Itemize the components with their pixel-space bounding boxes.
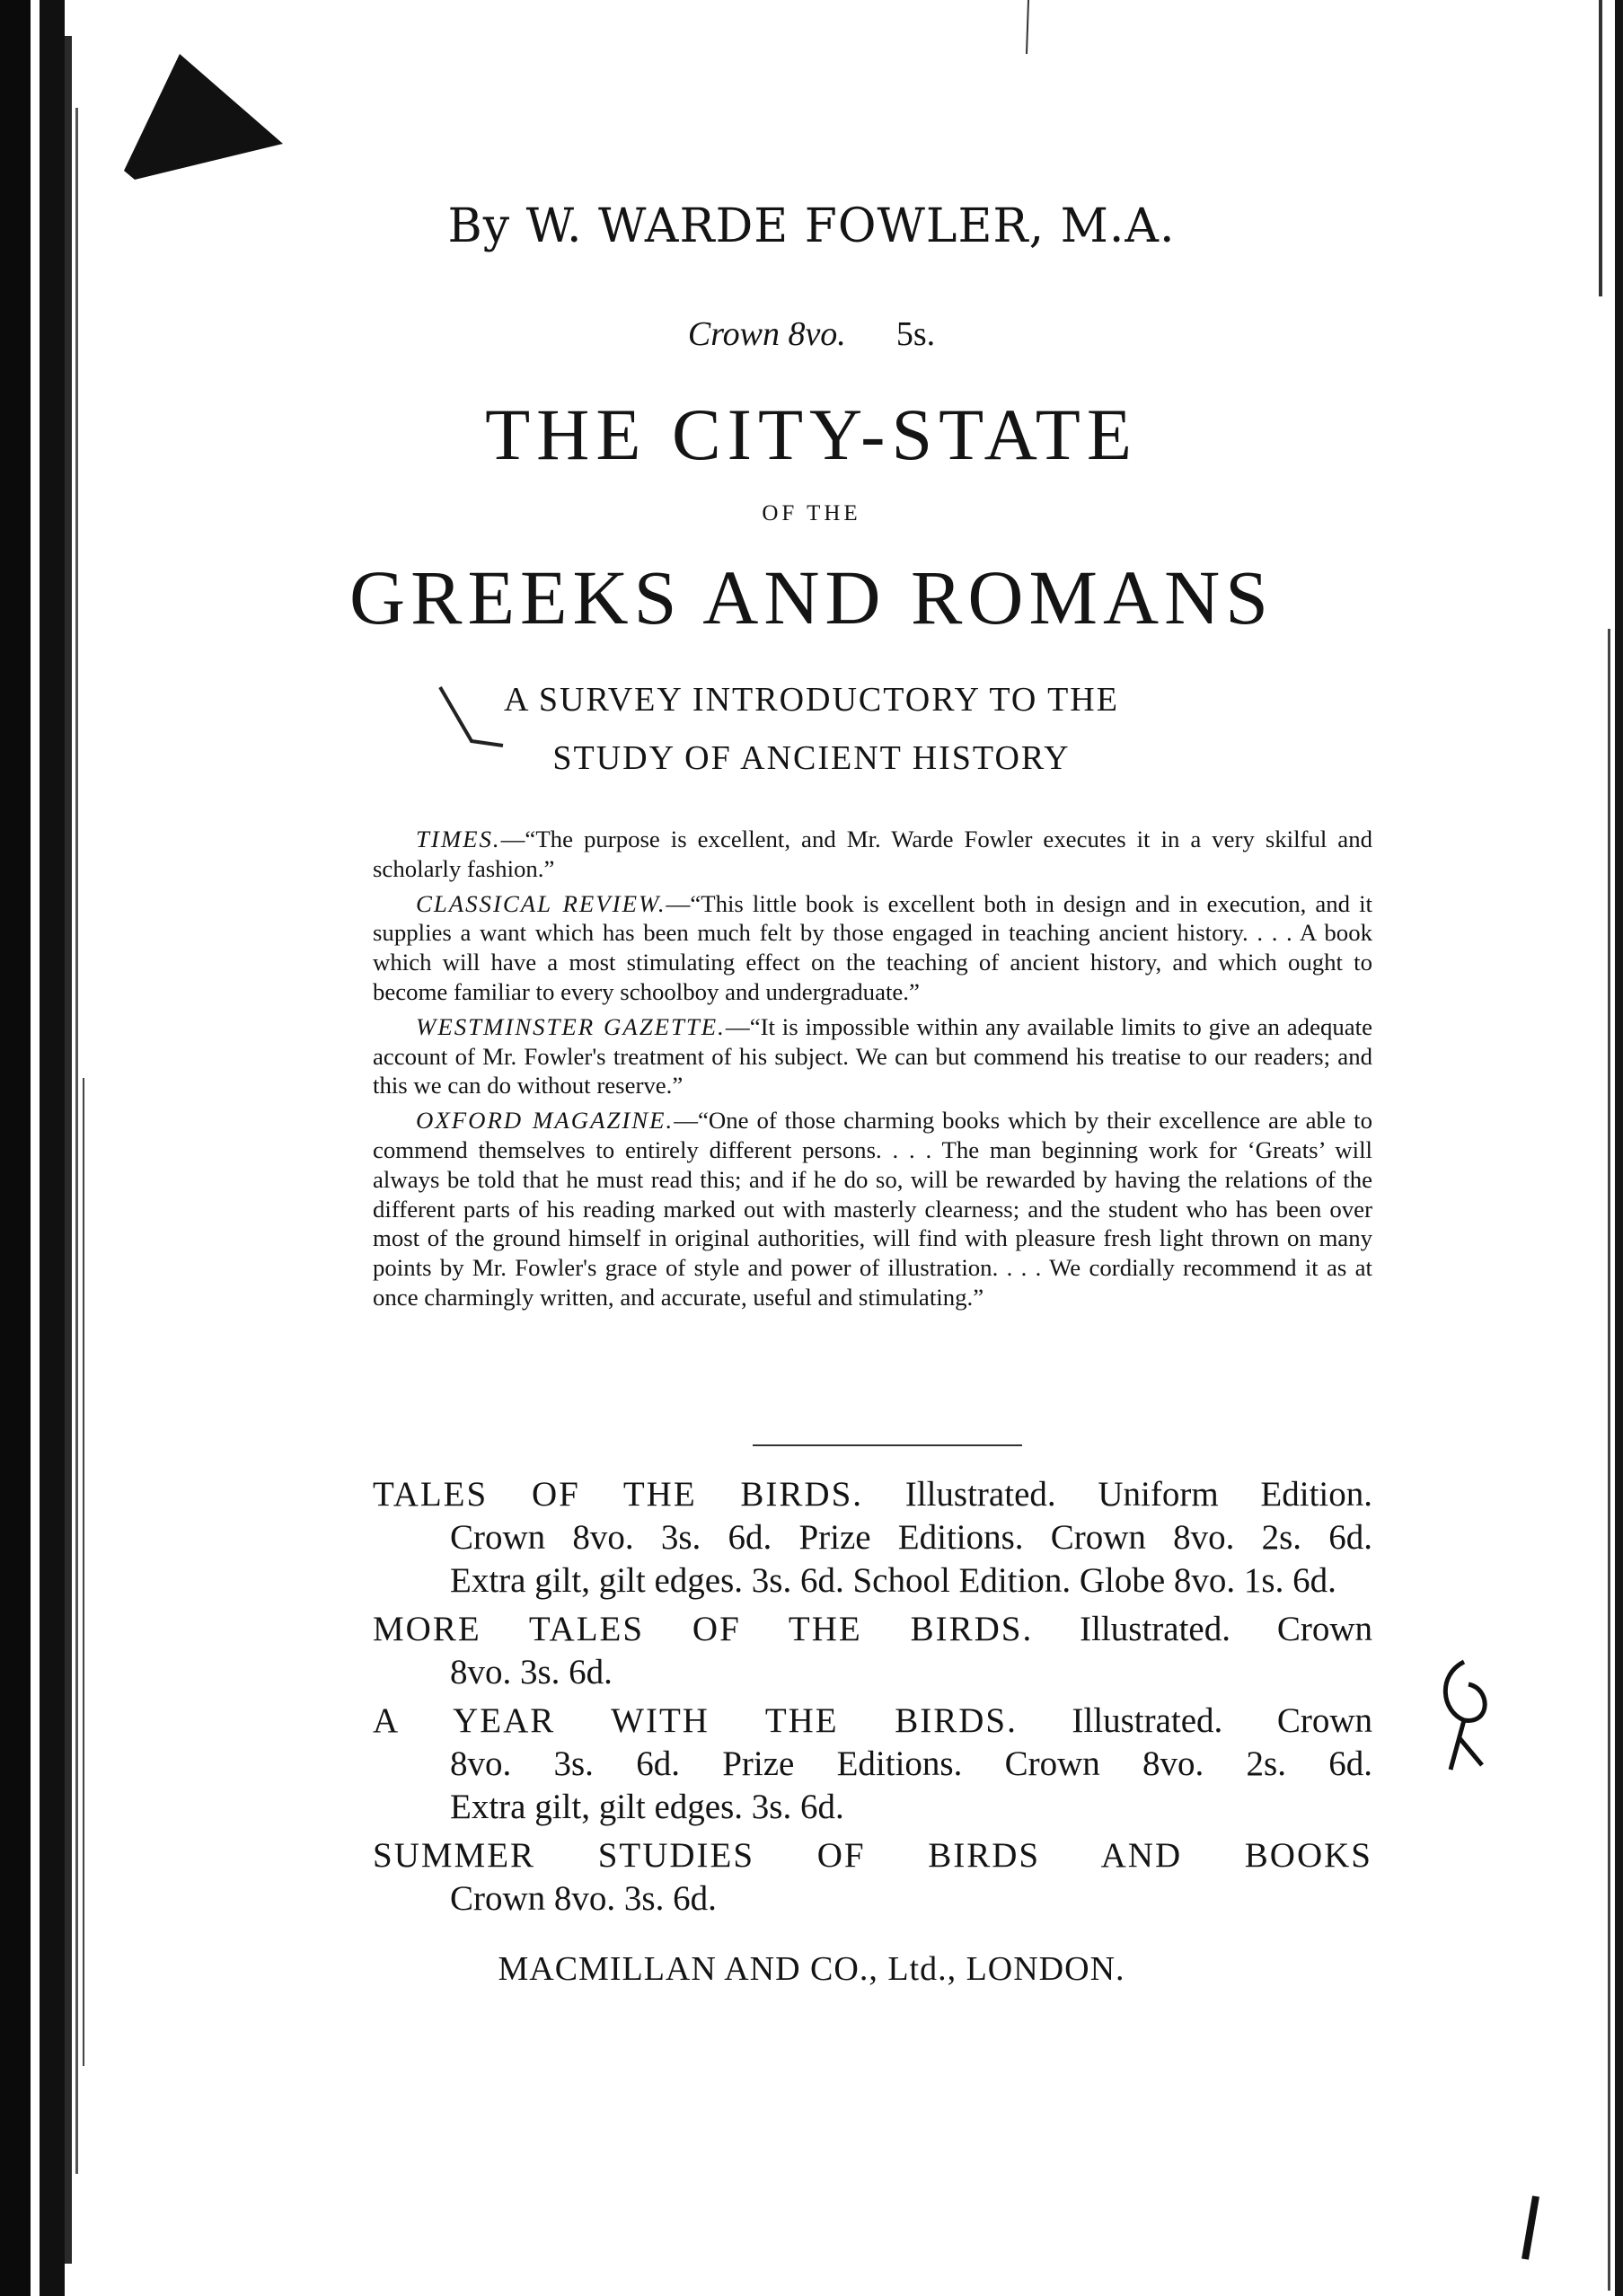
scan-mark-top: [1024, 0, 1033, 63]
title-of-the: OF THE: [762, 501, 861, 525]
book-detail-line: Extra gilt, gilt edges. 3s. 6d. School Edition. Globe 8vo. 1s. 6d.: [450, 1561, 1336, 1600]
subtitle-line-1: A SURVEY INTRODUCTORY TO THE: [504, 681, 1119, 719]
publisher-line: MACMILLAN AND CO., Ltd., LONDON.: [498, 1950, 1125, 1988]
book-list: [373, 1473, 1372, 1926]
book-detail-line: Crown 8vo. 3s. 6d. Prize Editions. Crown 8vo. 2s. 6d.: [450, 1518, 1372, 1557]
review-paragraph: [373, 1106, 1372, 1312]
review-source: CLASSICAL REVIEW.: [416, 889, 666, 917]
book-title: MORE TALES OF THE BIRDS.: [373, 1610, 1034, 1648]
review-text: —“It is impossible within any available limits to give an adequate account of Mr. Fowler's treatment of his subject. We can but commend his treatise to our readers; and this we can do without reserve.”: [373, 1012, 1372, 1099]
review-text: —“The purpose is excellent, and Mr. Warde Fowler executes it in a very skilful and scholarly fashion.”: [373, 826, 1372, 882]
format-label: Crown 8vo.: [687, 315, 846, 353]
review-paragraph: [373, 825, 1372, 884]
subtitle-line-2: STUDY OF ANCIENT HISTORY: [552, 739, 1071, 777]
book-detail-line: Crown 8vo. 3s. 6d.: [450, 1879, 717, 1918]
review-text: —“This little book is excellent both in design and in execution, and it supplies a want which has been much felt by those engaged in teaching ancient history. . . . A book which will have a most stimulating effect on the teaching of ancient history, and which ought to become familiar to every schoolboy and undergraduate.”: [373, 889, 1372, 1005]
book-title: TALES OF THE BIRDS.: [373, 1475, 864, 1514]
book-entry: [373, 1834, 1372, 1921]
review-text: —“One of those charming books which by their excellence are able to commend themselves to entirely different persons. . . . The man beginning work for ‘Greats’ will always be told that he must read this; and if he do so, will be rewarded by having the relations of the different parts of his reading marked out with masterly clearness; and the student who has been over most of the ground himself in original authorities, will find with pleasure fresh light thrown on many points by Mr. Fowler's grace of style and power of illustration. . . . We cordially recommend it as at once charmingly written, and accurate, useful and stimulating.”: [373, 1107, 1372, 1311]
title-line-2: GREEKS AND ROMANS: [348, 554, 1275, 640]
author-line: By W. WARDE FOWLER, M.A.: [447, 199, 1176, 253]
book-details: Illustrated. Crown: [1080, 1610, 1373, 1648]
book-title: SUMMER STUDIES OF BIRDS AND BOOKS: [373, 1836, 1372, 1875]
book-first-line: [373, 1834, 1372, 1877]
format-price-line: [0, 314, 1623, 354]
book-title: A YEAR WITH THE BIRDS.: [373, 1701, 1018, 1740]
review-source: WESTMINSTER GAZETTE.: [416, 1012, 726, 1040]
scan-corner-smudge: [117, 45, 296, 207]
book-first-line: [373, 1700, 1372, 1743]
handwritten-mark: [1428, 1653, 1500, 1779]
review-source: OXFORD MAGAZINE.: [416, 1107, 675, 1135]
price: 5s.: [895, 315, 936, 353]
scan-mark-bottom: [1518, 2192, 1545, 2273]
book-entry: [373, 1608, 1372, 1694]
book-first-line: [373, 1608, 1372, 1651]
section-divider: [753, 1444, 1022, 1446]
book-first-line: [373, 1473, 1372, 1516]
review-source: TIMES.: [416, 826, 501, 852]
book-entry: [373, 1473, 1372, 1603]
book-detail-line: 8vo. 3s. 6d.: [450, 1653, 613, 1691]
book-detail-line: 8vo. 3s. 6d. Prize Editions. Crown 8vo. 2s. 6d.: [450, 1744, 1372, 1783]
book-entry: [373, 1700, 1372, 1829]
book-details: Illustrated. Crown: [1072, 1701, 1373, 1740]
review-paragraph: [373, 889, 1372, 1007]
book-detail-line: Extra gilt, gilt edges. 3s. 6d.: [450, 1788, 844, 1826]
title-line-1: THE CITY-STATE: [485, 393, 1138, 475]
book-details: Illustrated. Uniform Edition.: [904, 1475, 1373, 1514]
review-paragraph: [373, 1012, 1372, 1100]
reviews-section: [373, 825, 1372, 1318]
